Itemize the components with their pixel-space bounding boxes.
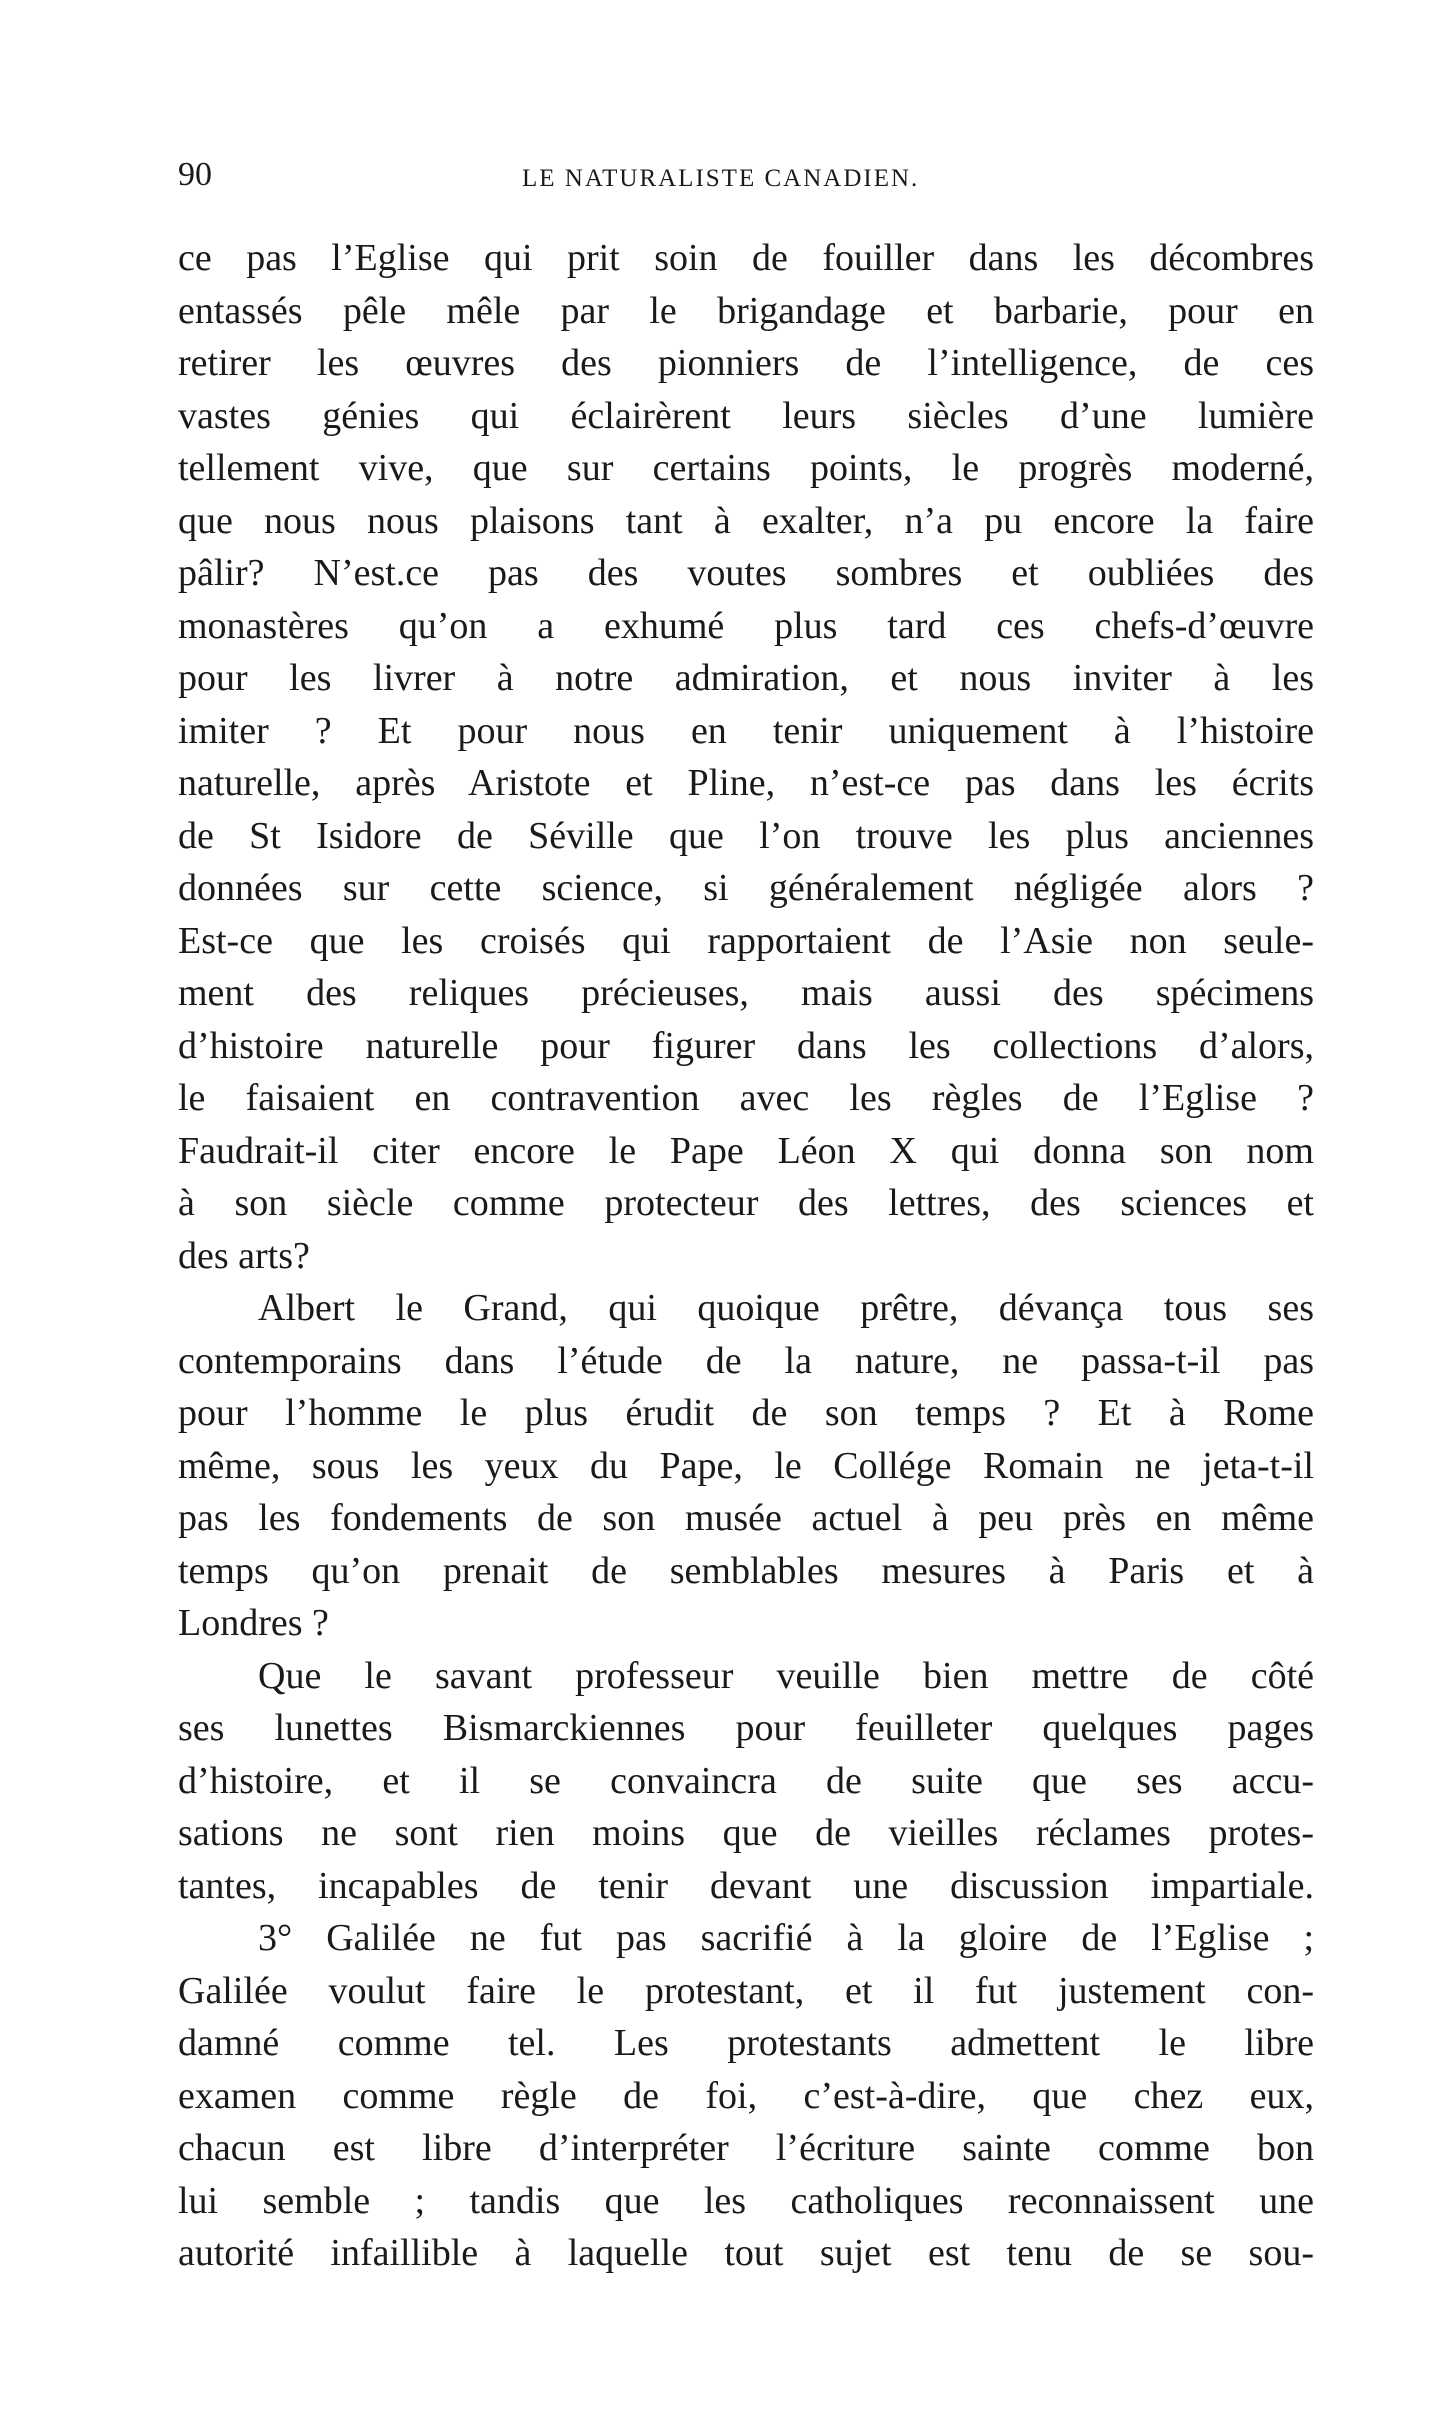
text-line: même, sous les yeux du Pape, le Collége Romain ne jeta-t-il [178,1444,1314,1487]
page-header [178,150,1314,200]
text-line: à son siècle comme protecteur des lettres, des sciences et [178,1182,1314,1224]
text-line: temps qu’on prenait de semblables mesures à Paris et à [178,1549,1314,1592]
text-line: vastes génies qui éclairèrent leurs siècles d’une lumière [178,394,1314,437]
text-line: Londres ? [178,1602,329,1644]
text-line: d’histoire, et il se convaincra de suite que ses accu- [178,1759,1314,1802]
body-text [178,232,1314,2280]
text-line: Albert le Grand, qui quoique prêtre, dévança tous ses [258,1287,1314,1329]
text-line: tellement vive, que sur certains points, le progrès moderné, [178,447,1314,489]
text-line: pour les livrer à notre admiration, et nous inviter à les [178,657,1314,699]
text-line: 3° Galilée ne fut pas sacrifié à la gloire de l’Eglise ; [258,1917,1314,1959]
text-line: contemporains dans l’étude de la nature, ne passa-t-il pas [178,1339,1314,1382]
text-line: imiter ? Et pour nous en tenir uniquement à l’histoire [178,709,1314,752]
text-line: données sur cette science, si généralement négligée alors ? [178,867,1314,909]
text-line: pâlir? N’est.ce pas des voutes sombres et oubliées des [178,552,1314,594]
text-line: que nous nous plaisons tant à exalter, n’a pu encore la faire [178,499,1314,542]
text-line: des arts? [178,1234,310,1277]
text-line: naturelle, après Aristote et Pline, n’est-ce pas dans les écrits [178,762,1314,804]
running-title: LE NATURALISTE CANADIEN. [522,165,920,192]
text-line: Est-ce que les croisés qui rapportaient de l’Asie non seule- [178,919,1314,962]
text-line: examen comme règle de foi, c’est-à-dire, que chez eux, [178,2074,1314,2117]
page-number: 90 [178,156,212,193]
text-line: retirer les œuvres des pionniers de l’intelligence, de ces [178,342,1314,384]
text-line: d’histoire naturelle pour figurer dans les collections d’alors, [178,1024,1314,1067]
text-line: tantes, incapables de tenir devant une discussion impartiale. [178,1864,1314,1907]
text-line: autorité infaillible à laquelle tout sujet est tenu de se sou- [178,2232,1314,2274]
text-line: le faisaient en contravention avec les règles de l’Eglise ? [178,1077,1314,1119]
text-line: chacun est libre d’interpréter l’écriture sainte comme bon [178,2127,1314,2169]
text-line: ment des reliques précieuses, mais aussi des spécimens [178,972,1314,1014]
text-line: ce pas l’Eglise qui prit soin de fouiller dans les décombres [178,237,1314,279]
text-line: Que le savant professeur veuille bien mettre de côté [258,1654,1314,1697]
text-line: entassés pêle mêle par le brigandage et barbarie, pour en [178,289,1314,332]
text-line: sations ne sont rien moins que de vieilles réclames protes- [178,1812,1314,1854]
text-line: damné comme tel. Les protestants admettent le libre [178,2022,1314,2064]
text-line: lui semble ; tandis que les catholiques reconnaissent une [178,2179,1314,2222]
text-line: Galilée voulut faire le protestant, et il fut justement con- [178,1969,1314,2012]
text-line: de St Isidore de Séville que l’on trouve les plus anciennes [178,814,1314,857]
text-line: Faudrait-il citer encore le Pape Léon X qui donna son nom [178,1129,1314,1172]
text-line: ses lunettes Bismarckiennes pour feuilleter quelques pages [178,1707,1314,1749]
text-line: pour l’homme le plus érudit de son temps ? Et à Rome [178,1392,1314,1434]
text-line: pas les fondements de son musée actuel à peu près en même [178,1497,1314,1539]
text-line: monastères qu’on a exhumé plus tard ces chefs-d’œuvre [178,604,1314,647]
